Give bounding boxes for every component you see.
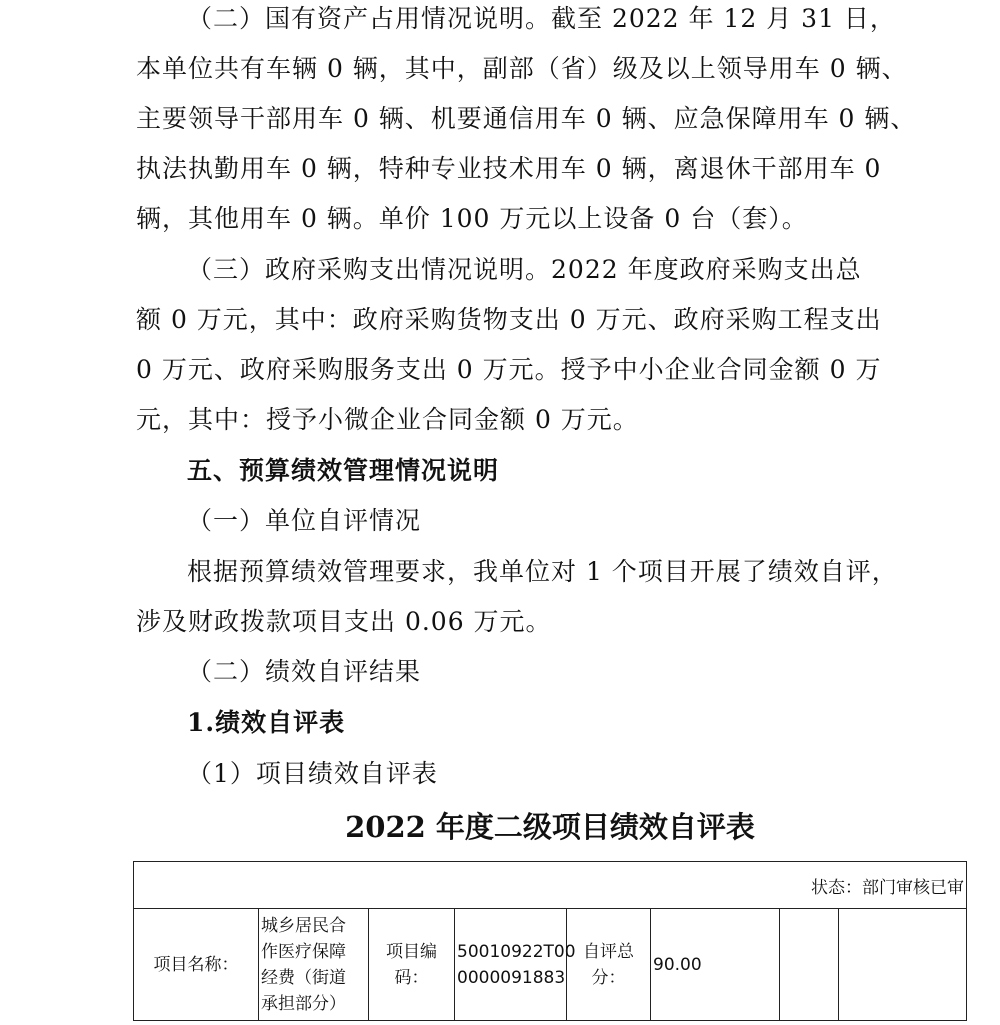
self-score-label xyxy=(567,909,651,1021)
paragraph-line: 涉及财政拨款项目支出 0.06 万元。 xyxy=(136,607,552,636)
project-code-line: 50010922T00 xyxy=(457,941,576,962)
project-name-line: 城乡居民合 xyxy=(261,915,346,936)
paragraph-line: 辆，其他用车 0 辆。单价 100 万元以上设备 0 台（套）。 xyxy=(136,204,808,233)
table-title: 2022 年度二级项目绩效自评表 xyxy=(345,810,755,844)
table-row xyxy=(134,909,967,1021)
project-code-label-line: 码： xyxy=(394,967,429,988)
project-name-line: 作医疗保障 xyxy=(261,941,346,962)
item-heading: 1.绩效自评表 xyxy=(187,708,346,737)
project-name-line: 承担部分） xyxy=(261,993,346,1014)
project-code-label xyxy=(369,909,455,1021)
section-heading: 五、预算绩效管理情况说明 xyxy=(187,456,500,485)
empty-cell xyxy=(780,909,839,1021)
paragraph-line: 根据预算绩效管理要求，我单位对 1 个项目开展了绩效自评， xyxy=(187,557,898,586)
self-score-value: 90.00 xyxy=(651,909,780,1021)
project-code-line: 0000091883 xyxy=(457,967,566,988)
item-subheading: （1）项目绩效自评表 xyxy=(187,759,438,788)
self-score-label-line: 分： xyxy=(591,967,626,988)
project-name-line: 经费（街道 xyxy=(261,967,346,988)
paragraph-line: 额 0 万元，其中：政府采购货物支出 0 万元、政府采购工程支出 xyxy=(136,305,882,334)
status-cell xyxy=(134,862,967,909)
project-code-label-line: 项目编 xyxy=(386,941,437,962)
paragraph-line: （三）政府采购支出情况说明。2022 年度政府采购支出总 xyxy=(187,255,862,284)
project-name-label: 项目名称： xyxy=(134,909,259,1021)
paragraph-line: 本单位共有车辆 0 辆，其中，副部（省）级及以上领导用车 0 辆、 xyxy=(136,54,908,83)
evaluation-table xyxy=(133,861,967,1021)
empty-cell xyxy=(839,909,967,1021)
subsection-heading: （二）绩效自评结果 xyxy=(187,657,422,686)
paragraph-line: （二）国有资产占用情况说明。截至 2022 年 12 月 31 日， xyxy=(187,4,896,33)
self-score-label-line: 自评总 xyxy=(583,941,634,962)
subsection-heading: （一）单位自评情况 xyxy=(187,506,422,535)
paragraph-line: 0 万元、政府采购服务支出 0 万元。授予中小企业合同金额 0 万 xyxy=(136,355,882,384)
paragraph-line: 元，其中：授予小微企业合同金额 0 万元。 xyxy=(136,405,639,434)
status-text: 状态：部门审核已审 xyxy=(811,877,964,898)
paragraph-line: 执法执勤用车 0 辆，特种专业技术用车 0 辆，离退休干部用车 0 xyxy=(136,154,882,183)
table-row xyxy=(134,862,967,909)
paragraph-line: 主要领导干部用车 0 辆、机要通信用车 0 辆、应急保障用车 0 辆、 xyxy=(136,104,917,133)
project-name-value xyxy=(259,909,369,1021)
project-code-value xyxy=(455,909,576,1021)
